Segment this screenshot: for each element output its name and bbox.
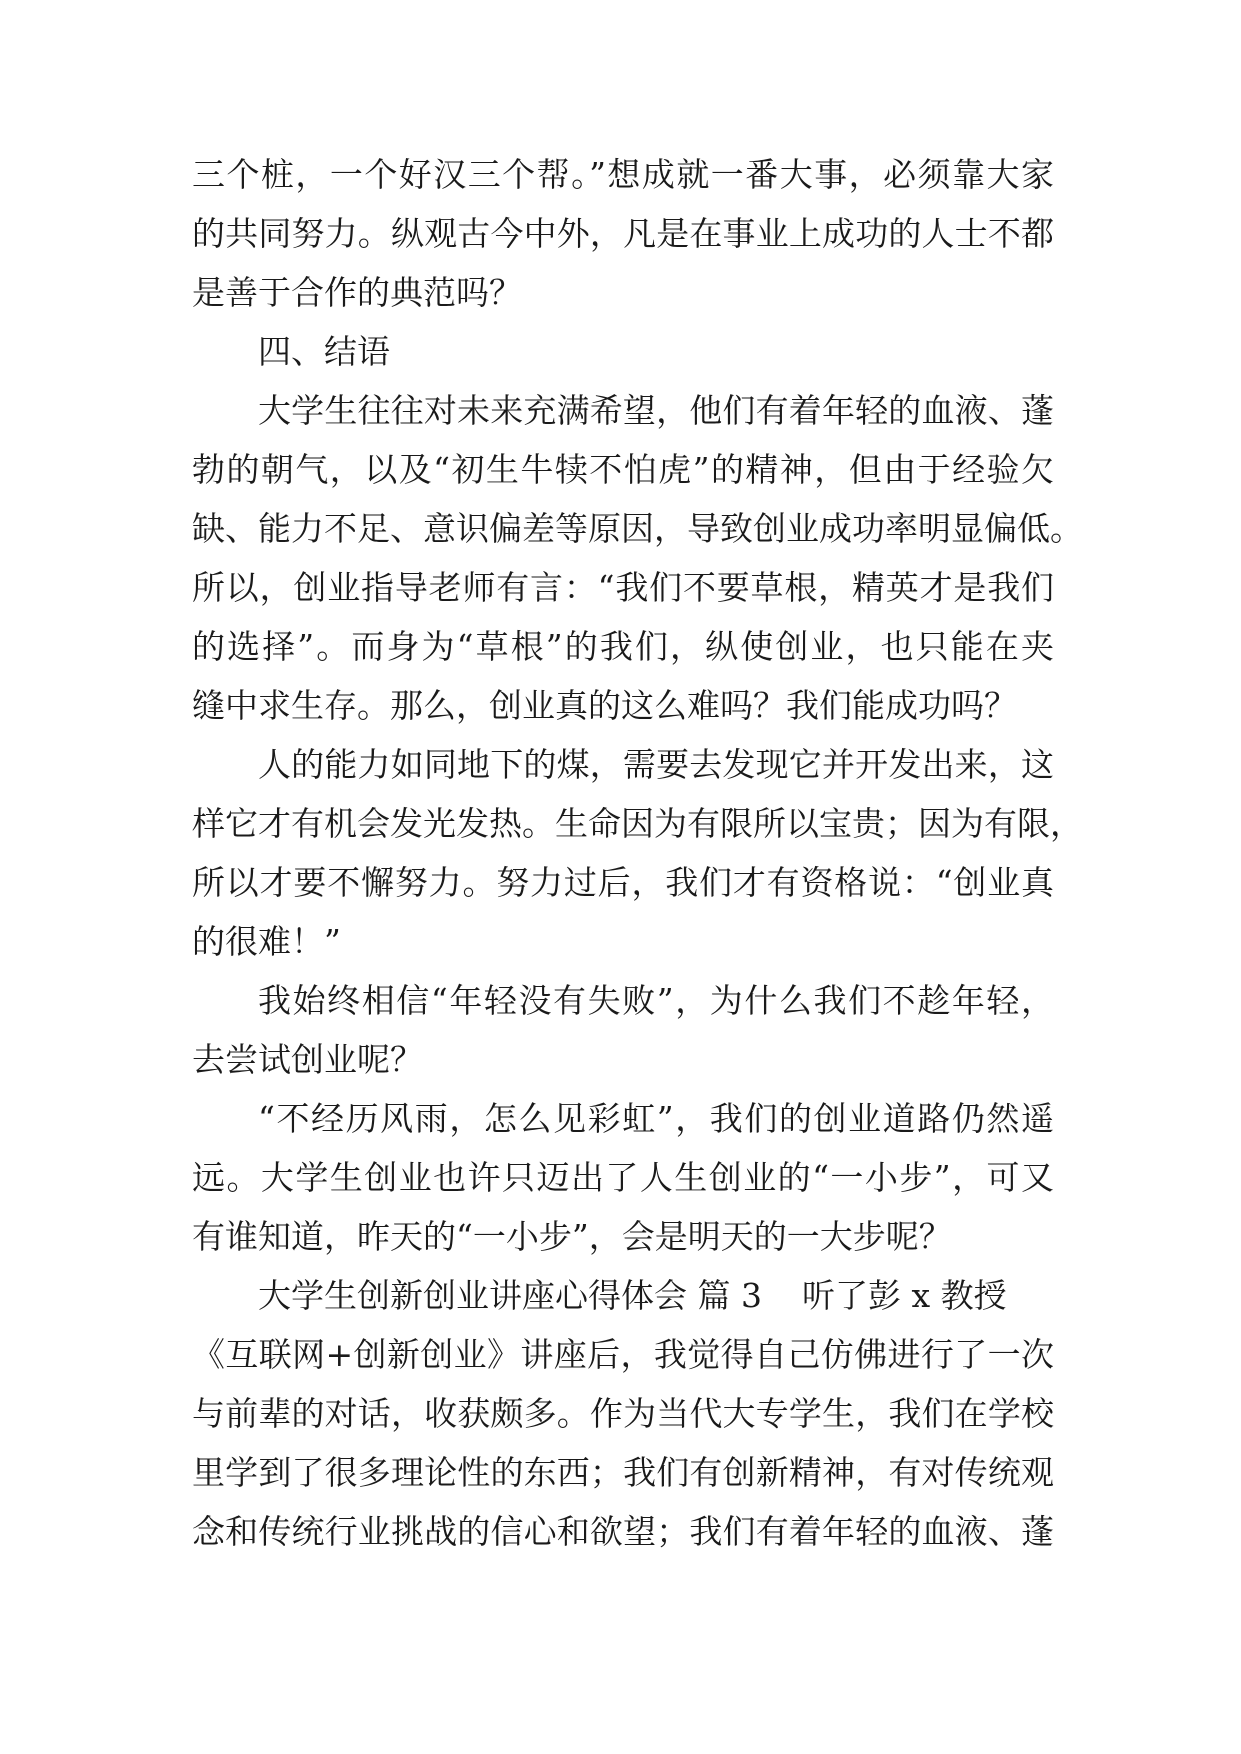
text-line: 所以才要不懈努力。努力过后，我们才有资格说：“创业真: [192, 863, 1054, 902]
text-line: 缺、能力不足、意识偏差等原因，导致创业成功率明显偏低。: [192, 509, 1083, 548]
text-line: “不经历风雨，怎么见彩虹”，我们的创业道路仍然遥: [258, 1099, 1054, 1138]
text-line: 缝中求生存。那么，创业真的这么难吗？我们能成功吗？: [192, 686, 1017, 725]
article-heading: 大学生创新创业讲座心得体会 篇 3: [258, 1276, 762, 1315]
text-line: 远。大学生创业也许只迈出了人生创业的“一小步”，可又: [192, 1158, 1054, 1197]
text-line: 三个桩，一个好汉三个帮。”想成就一番大事，必须靠大家: [192, 155, 1054, 194]
text-line: 去尝试创业呢？: [192, 1040, 423, 1079]
text-line: 人的能力如同地下的煤，需要去发现它并开发出来，这: [258, 745, 1054, 784]
text-line: 念和传统行业挑战的信心和欲望；我们有着年轻的血液、蓬: [192, 1512, 1054, 1551]
text-line: 样它才有机会发光发热。生命因为有限所以宝贵；因为有限，: [192, 804, 1083, 843]
text-line: 是善于合作的典范吗？: [192, 273, 522, 312]
text-fragment: 听了彭 x 教授: [801, 1276, 1007, 1315]
text-line: 的很难！”: [192, 922, 341, 961]
text-line: 有谁知道，昨天的“一小步”，会是明天的一大步呢？: [192, 1217, 952, 1256]
text-line: 《互联网+创新创业》讲座后，我觉得自己仿佛进行了一次: [192, 1335, 1054, 1374]
text-line: 勃的朝气，以及“初生牛犊不怕虎”的精神，但由于经验欠: [192, 450, 1054, 489]
text-line: 大学生往往对未来充满希望，他们有着年轻的血液、蓬: [258, 391, 1054, 430]
text-line: 里学到了很多理论性的东西；我们有创新精神，有对传统观: [192, 1453, 1054, 1492]
text-line: 与前辈的对话，收获颇多。作为当代大专学生，我们在学校: [192, 1394, 1054, 1433]
document-page: [192, 145, 1083, 1561]
text-line: 的选择”。而身为“草根”的我们，纵使创业，也只能在夹: [192, 627, 1054, 666]
article-heading-line: [192, 1266, 1054, 1325]
text-line: 所以，创业指导老师有言：“我们不要草根，精英才是我们: [192, 568, 1054, 607]
text-line: 我始终相信“年轻没有失败”，为什么我们不趁年轻，: [258, 981, 1054, 1020]
section-heading: 四、结语: [258, 332, 390, 371]
text-line: 的共同努力。纵观古今中外，凡是在事业上成功的人士不都: [192, 214, 1054, 253]
